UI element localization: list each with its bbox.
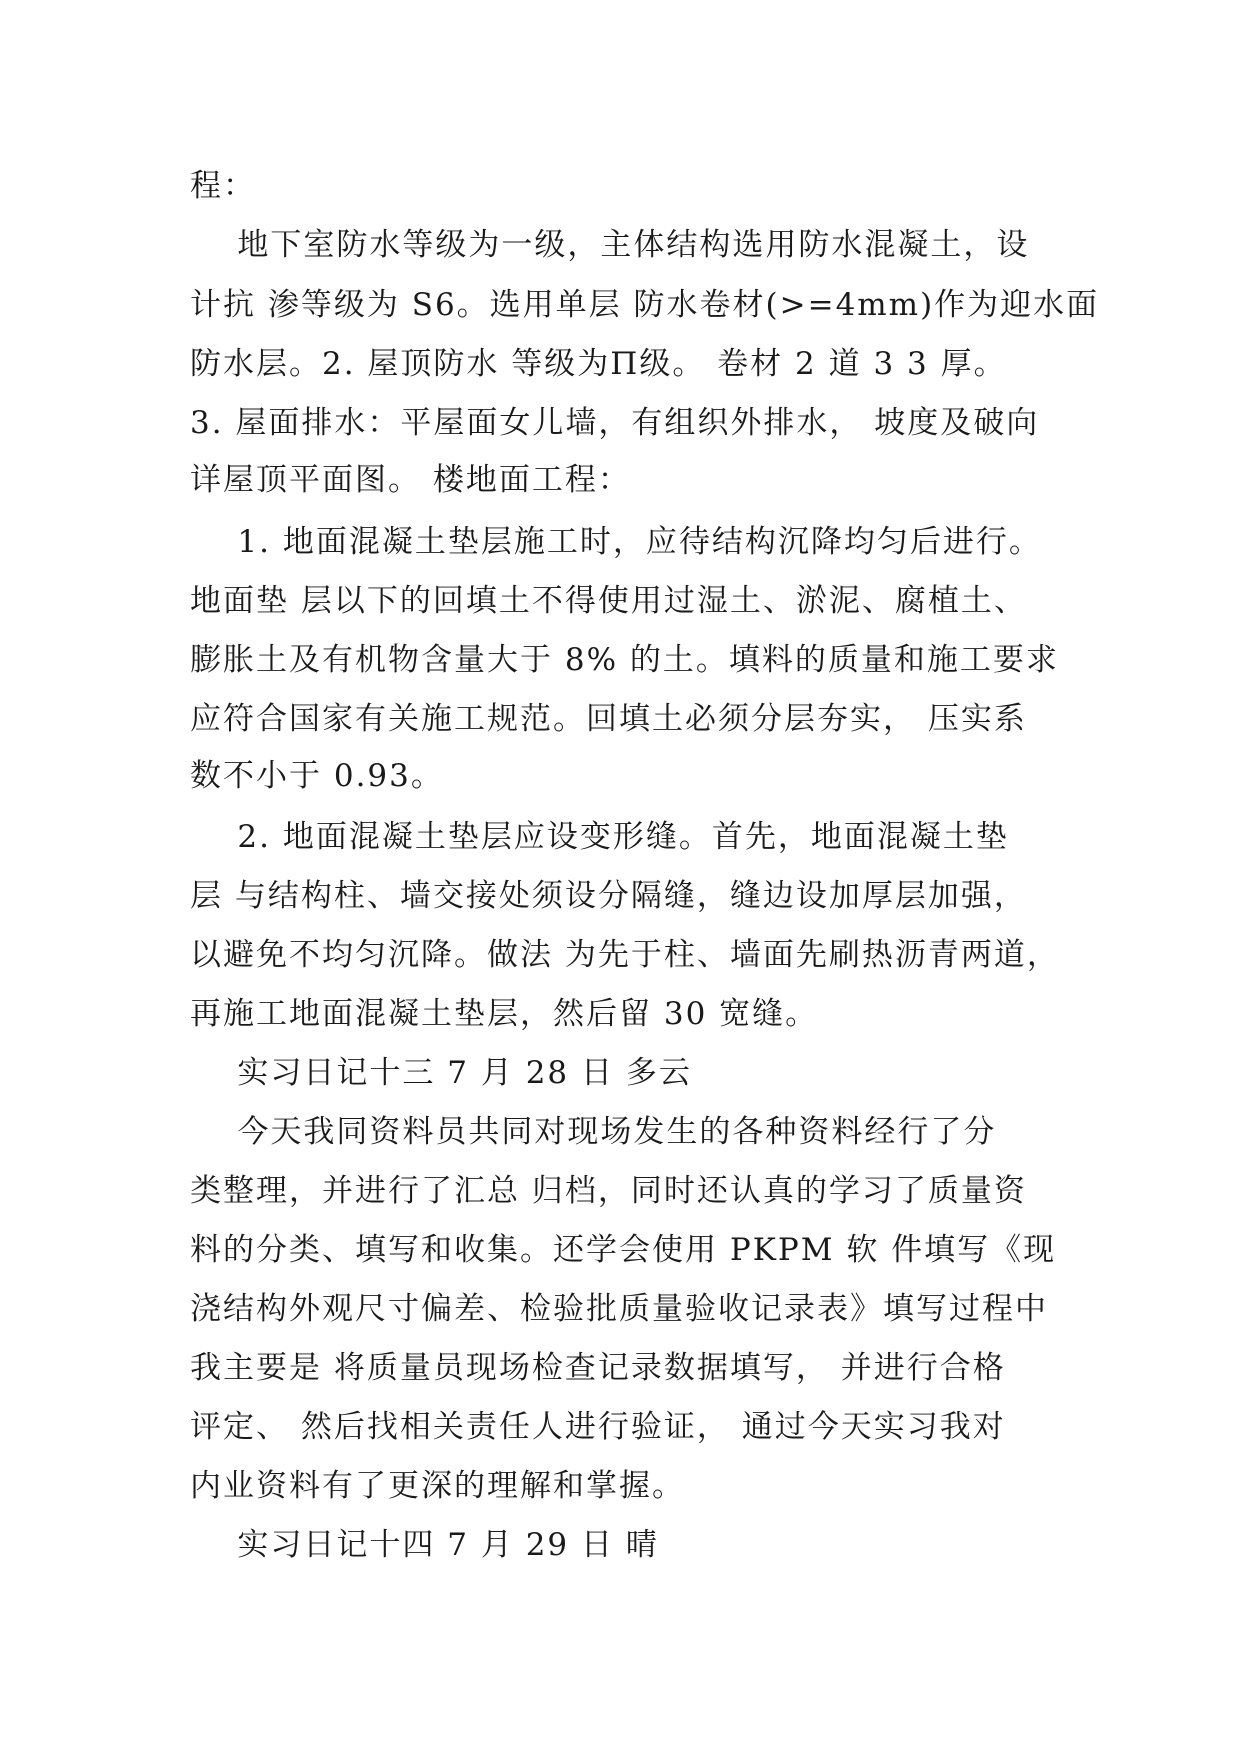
text-line: 今天我同资料员共同对现场发生的各种资料经行了分	[190, 1114, 997, 1150]
text-line: 防水层。2. 屋顶防水 等级为Π级。 卷材 2 道 3 3 厚。	[190, 346, 1007, 382]
text-line: 以避免不均匀沉降。做法 为先于柱、墙面先刷热沥青两道，	[190, 937, 1060, 973]
text-line: 类整理，并进行了汇总 归档，同时还认真的学习了质量资	[190, 1173, 1027, 1209]
text-line: 地面垫 层以下的回填土不得使用过湿土、淤泥、腐植土、	[190, 583, 1027, 619]
text-line: 1. 地面混凝土垫层施工时，应待结构沉降均匀后进行。	[190, 524, 1042, 560]
text-line: 程：	[190, 168, 256, 204]
text-line: 膨胀土及有机物含量大于 8% 的土。填料的质量和施工要求	[190, 642, 1059, 678]
text-line: 计抗 渗等级为 S6。选用单层 防水卷材(>=4mm)作为迎水面	[190, 287, 1100, 323]
text-line: 我主要是 将质量员现场检查记录数据填写， 并进行合格	[190, 1350, 1006, 1386]
text-line: 地下室防水等级为一级，主体结构选用防水混凝土，设	[190, 227, 1030, 263]
text-line: 再施工地面混凝土垫层，然后留 30 宽缝。	[190, 996, 819, 1032]
text-line: 详屋顶平面图。 楼地面工程：	[190, 462, 631, 498]
text-line: 3. 屋面排水：平屋面女儿墙，有组织外排水， 坡度及破向	[190, 405, 1040, 441]
text-line: 浇结构外观尺寸偏差、检验批质量验收记录表》填写过程中	[190, 1291, 1048, 1327]
text-line: 应符合国家有关施工规范。回填土必须分层夯实， 压实系	[190, 701, 1027, 737]
text-line: 料的分类、填写和收集。还学会使用 PKPM 软 件填写《现	[190, 1232, 1057, 1268]
text-line: 层 与结构柱、墙交接处须设分隔缝，缝边设加厚层加强，	[190, 878, 1027, 914]
text-line: 数不小于 0.93。	[190, 758, 444, 794]
text-line: 评定、 然后找相关责任人进行验证， 通过今天实习我对	[190, 1409, 1006, 1445]
text-line: 2. 地面混凝土垫层应设变形缝。首先，地面混凝土垫	[190, 819, 1009, 855]
text-line: 实习日记十四 7 月 29 日 晴	[190, 1527, 659, 1563]
text-line: 实习日记十三 7 月 28 日 多云	[190, 1055, 692, 1091]
text-line: 内业资料有了更深的理解和掌握。	[190, 1468, 685, 1504]
